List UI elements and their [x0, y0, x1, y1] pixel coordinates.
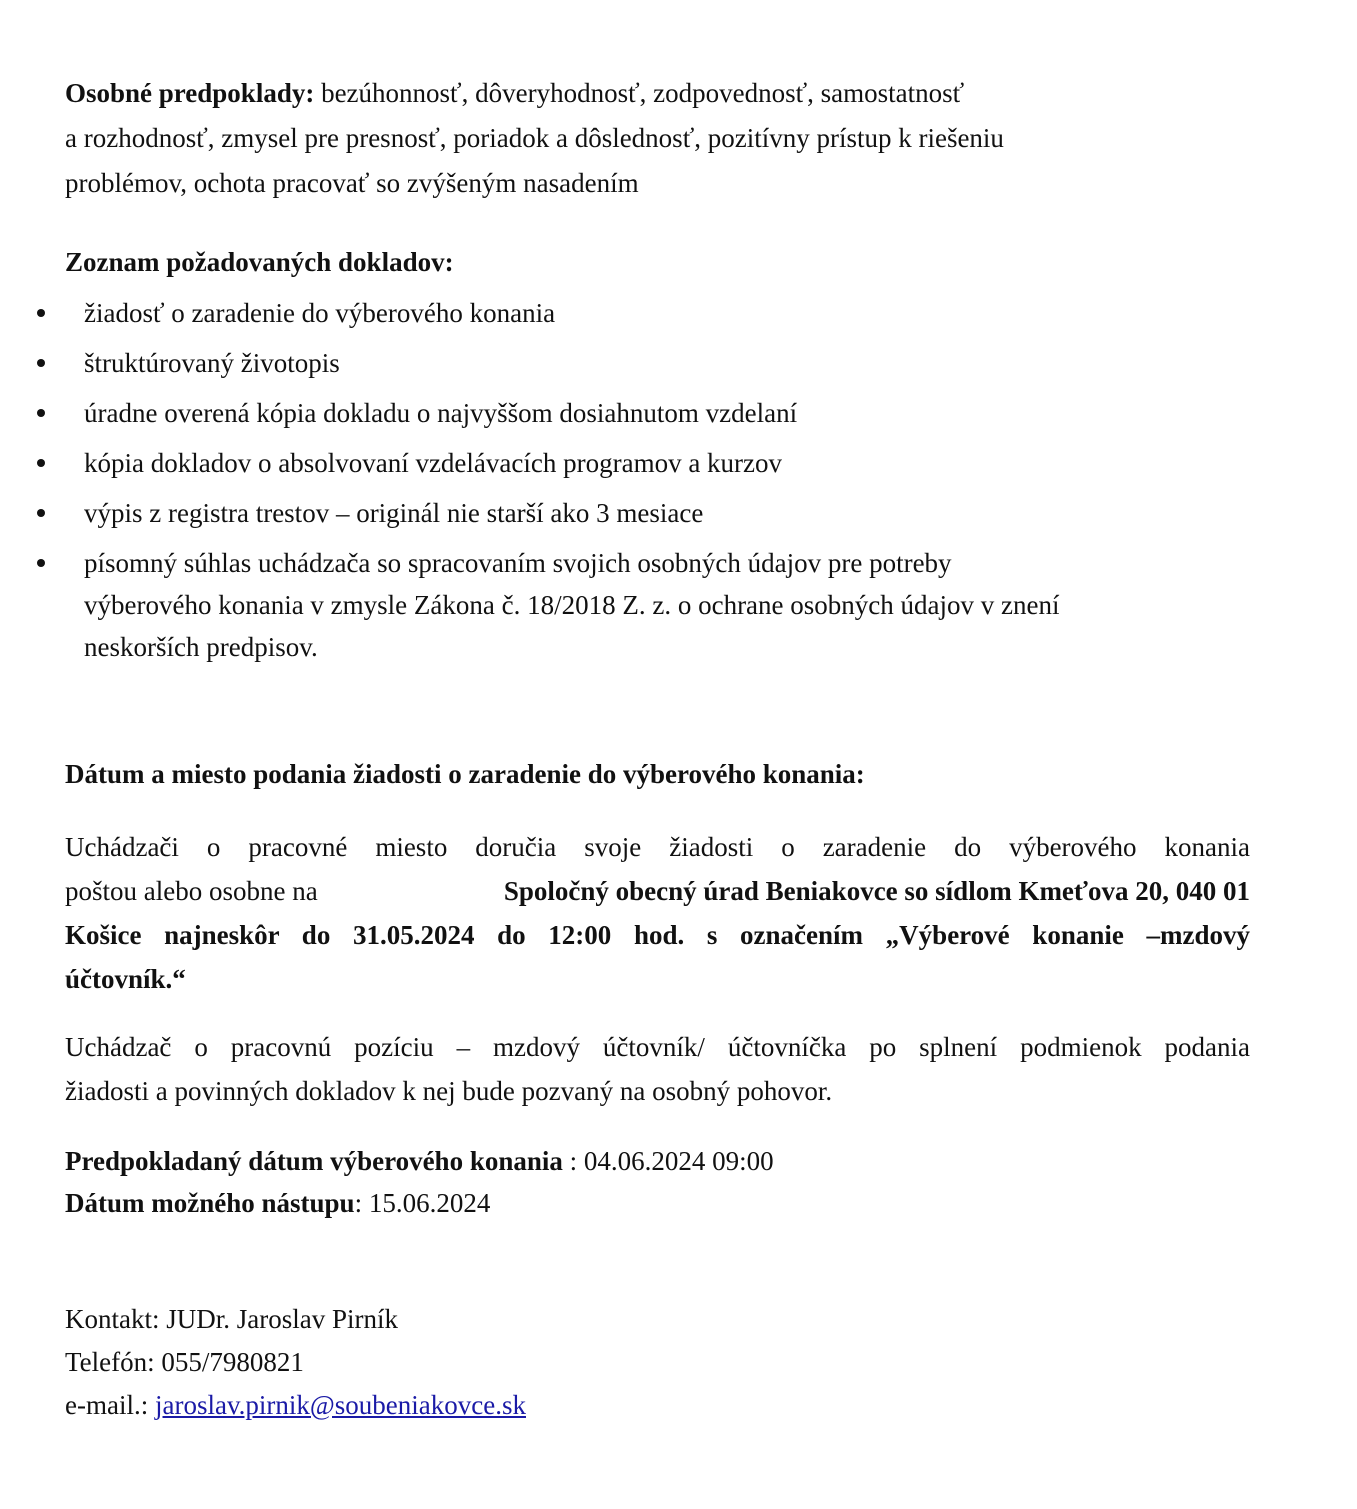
list-item-text-line-3: neskorších predpisov. — [84, 632, 318, 662]
doklady-list — [0, 292, 1300, 676]
list-item — [0, 542, 1300, 668]
list-item-text: úradne overená kópia dokladu o najvyššom dosiahnutom vzdelaní — [84, 398, 798, 428]
list-item-text-line-1: písomný súhlas uchádzača so spracovaním svojich osobných údajov pre potreby — [84, 548, 952, 578]
list-item — [0, 392, 1300, 434]
pohovor-line-2: žiadosti a povinných dokladov k nej bude pozvaný na osobný pohovor. — [65, 1076, 833, 1106]
osobne-line-1 — [65, 71, 1250, 116]
list-item — [0, 292, 1300, 334]
podanie-line-2-bold: Spoločný obecný úrad Beniakovce so sídlom Kmeťova 20, 040 01 — [503, 876, 1250, 906]
email-label: e-mail.: — [65, 1390, 155, 1420]
podanie-line-4: účtovník.“ — [65, 964, 186, 994]
zoznam-heading: Zoznam požadovaných dokladov: — [65, 247, 454, 277]
kontakt-email-line — [65, 1384, 1250, 1427]
predpokladany-datum-value: : 04.06.2024 09:00 — [562, 1146, 774, 1176]
datum-heading: Dátum a miesto podania žiadosti o zaradenie do výberového konania: — [65, 759, 865, 789]
datum-nastupu-value: : 15.06.2024 — [354, 1188, 491, 1218]
pohovor-line-1: Uchádzač o pracovnú pozíciu – mzdový účtovník/ účtovníčka po splnení podmienok podania — [65, 1032, 1250, 1062]
podanie-line-3: Košice najneskôr do 31.05.2024 do 12:00 hod. s označením „Výberové konanie –mzdový — [65, 920, 1250, 950]
kontakt-name: Kontakt: JUDr. Jaroslav Pirník — [65, 1304, 398, 1334]
bullet-icon — [37, 459, 45, 467]
list-item — [0, 342, 1300, 384]
podanie-line-1: Uchádzači o pracovné miesto doručia svoje žiadosti o zaradenie do výberového konania — [65, 832, 1250, 862]
bullet-icon — [37, 559, 45, 567]
list-item — [0, 442, 1300, 484]
datum-nastupu-label: Dátum možného nástupu — [65, 1188, 355, 1218]
bullet-icon — [37, 509, 45, 517]
list-item-text-line-2: výberového konania v zmysle Zákona č. 18/2018 Z. z. o ochrane osobných údajov v znení — [84, 590, 1060, 620]
kontakt-telefon: Telefón: 055/7980821 — [65, 1347, 304, 1377]
predpokladany-datum — [65, 1140, 1250, 1182]
bullet-icon — [37, 359, 45, 367]
list-item-text: žiadosť o zaradenie do výberového konania — [84, 298, 556, 328]
email-link[interactable]: jaroslav.pirnik@soubeniakovce.sk — [154, 1390, 526, 1420]
datum-nastupu — [65, 1182, 1250, 1224]
list-item-text: výpis z registra trestov – originál nie starší ako 3 mesiace — [84, 498, 704, 528]
terminy-section — [65, 1140, 1250, 1224]
osobne-line-2: a rozhodnosť, zmysel pre presnosť, poriadok a dôslednosť, pozitívny prístup k riešeniu — [65, 123, 1004, 153]
osobne-line-3: problémov, ochota pracovať so zvýšeným nasadením — [65, 168, 639, 198]
osobne-predpoklady-section — [65, 71, 1250, 206]
bullet-icon — [37, 309, 45, 317]
predpokladany-datum-label: Predpokladaný dátum výberového konania — [65, 1146, 563, 1176]
kontakt-section — [65, 1298, 1250, 1427]
osobne-text: bezúhonnosť, dôveryhodnosť, zodpovednosť, samostatnosť — [314, 78, 965, 108]
podanie-line-2 — [65, 869, 1250, 913]
podanie-paragraph — [65, 825, 1250, 1001]
list-item-text: štruktúrovaný životopis — [84, 348, 340, 378]
osobne-heading: Osobné predpoklady: — [65, 78, 315, 108]
list-item-text: kópia dokladov o absolvovaní vzdelávacích programov a kurzov — [84, 448, 783, 478]
list-item — [0, 492, 1300, 534]
bullet-icon — [37, 409, 45, 417]
podanie-line-2-normal: poštou alebo osobne na — [65, 876, 318, 906]
pohovor-paragraph — [65, 1025, 1250, 1113]
